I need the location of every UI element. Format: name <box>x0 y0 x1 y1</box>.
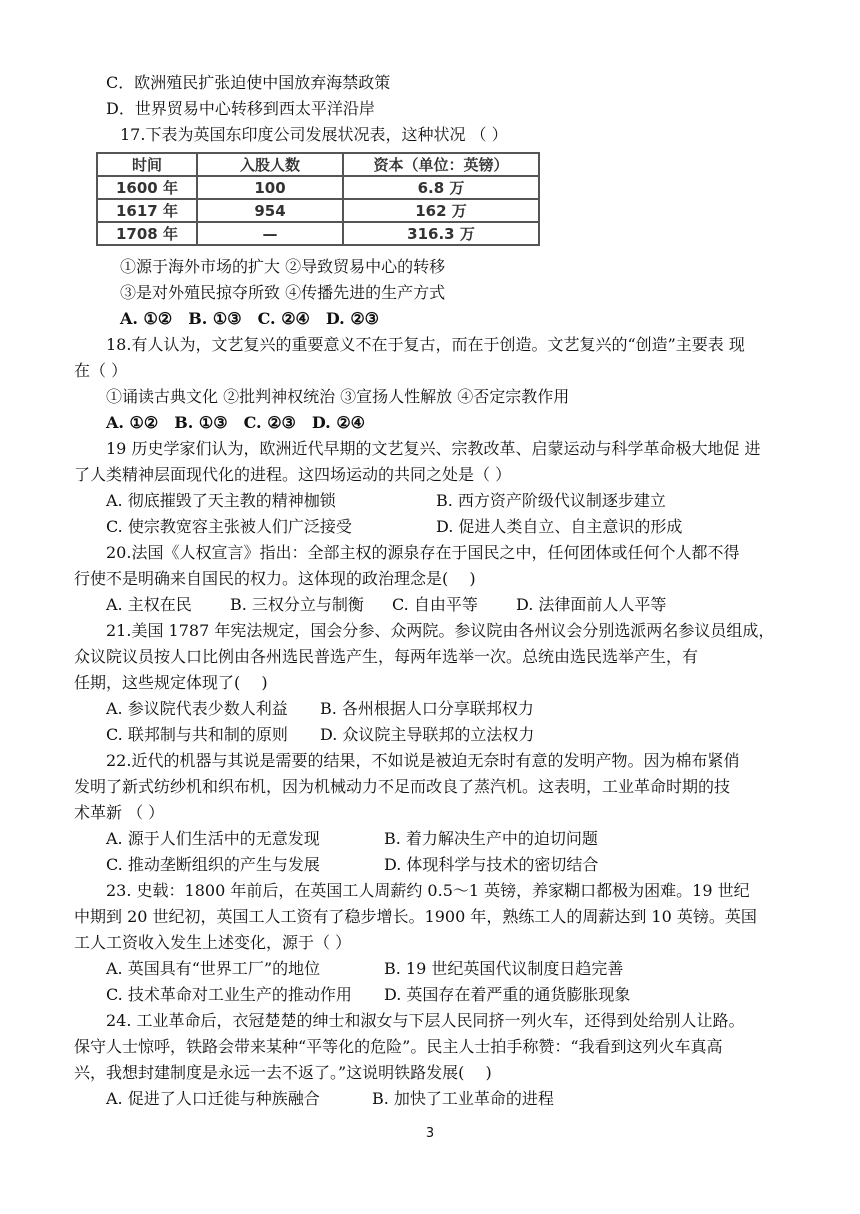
q21-option-c: C. 联邦制与共和制的原则 <box>106 725 288 744</box>
table-header-cell: 资本（单位：英镑） <box>343 153 539 176</box>
q22-option-c: C. 推动垄断组织的产生与发展 <box>106 855 320 874</box>
q22-option-b: B. 着力解决生产中的迫切问题 <box>384 829 598 848</box>
q22-stem-3: 术革新 （ ） <box>74 803 165 822</box>
table-header-row <box>97 153 539 176</box>
table-cell: 6.8 万 <box>343 176 539 199</box>
q23-stem-1: 23. 史载：1800 年前后，在英国工人周薪约 0.5～1 英镑，养家糊口都极为困难。19 世纪 <box>106 881 750 900</box>
table-header-cell: 时间 <box>97 153 197 176</box>
q23-option-c: C. 技术革命对工业生产的推动作用 <box>106 985 352 1004</box>
q22-option-d: D. 体现科学与技术的密切结合 <box>384 855 599 874</box>
q22-option-a: A. 源于人们生活中的无意发现 <box>106 829 320 848</box>
q18-stem-1: 18.有人认为，文艺复兴的重要意义不在于复古，而在于创造。文艺复兴的“创造”主要表 现 <box>106 335 745 354</box>
q19-stem-2: 了人类精神层面现代化的进程。这四场运动的共同之处是（ ） <box>74 465 512 484</box>
q21-stem-2: 众议院议员按人口比例由各州选民普选产生，每两年选举一次。总统由选民选举产生，有 <box>74 647 699 666</box>
q17-options: A. ①② B. ①③ C. ②④ D. ②③ <box>120 309 380 328</box>
q22-stem-2: 发明了新式纺纱机和织布机，因为机械动力不足而改良了蒸汽机。这表明，工业革命时期的技 <box>74 777 731 796</box>
q21-option-b: B. 各州根据人口分享联邦权力 <box>320 699 534 718</box>
q24-option-b: B. 加快了工业革命的进程 <box>372 1089 554 1108</box>
q17-table <box>96 152 540 246</box>
q21-stem-3: 任期，这些规定体现了( ) <box>74 673 268 692</box>
q24-stem-2: 保守人士惊呼，铁路会带来某种“平等化的危险”。民主人士拍手称赞：“我看到这列火车真高 <box>74 1037 723 1056</box>
q21-stem-1: 21.美国 1787 年宪法规定，国会分参、众两院。参议院由各州议会分别选派两名参议员组成， <box>106 621 775 640</box>
q16-option-d: D．世界贸易中心转移到西太平洋沿岸 <box>106 99 375 118</box>
q17-items-1: ①源于海外市场的扩大 ②导致贸易中心的转移 <box>120 257 446 276</box>
table-cell: 1600 年 <box>97 176 197 199</box>
table-cell: 316.3 万 <box>343 222 539 245</box>
q20-stem-2: 行使不是明确来自国民的权力。这体现的政治理念是( ) <box>74 569 476 588</box>
q18-stem-2: 在（ ） <box>74 361 128 380</box>
q20-option-a: A. 主权在民 <box>106 595 192 614</box>
q20-option-b: B. 三权分立与制衡 <box>230 595 364 614</box>
q23-option-b: B. 19 世纪英国代议制度日趋完善 <box>384 959 624 978</box>
q18-items: ①诵读古典文化 ②批判神权统治 ③宣扬人性解放 ④否定宗教作用 <box>106 387 570 406</box>
table-header-cell: 入股人数 <box>197 153 343 176</box>
q23-option-a: A. 英国具有“世界工厂”的地位 <box>106 959 321 978</box>
q24-stem-1: 24. 工业革命后，衣冠楚楚的绅士和淑女与下层人民同挤一列火车，还得到处给别人让路。 <box>106 1011 745 1030</box>
q24-stem-3: 兴，我想封建制度是永远一去不返了。”这说明铁路发展( ) <box>74 1063 492 1082</box>
q19-option-c: C. 使宗教宽容主张被人们广泛接受 <box>106 517 352 536</box>
q20-stem-1: 20.法国《人权宣言》指出：全部主权的源泉存在于国民之中，任何团体或任何个人都不得 <box>106 543 740 562</box>
table-cell: — <box>197 222 343 245</box>
table-row <box>97 222 539 245</box>
q23-stem-2: 中期到 20 世纪初，英国工人工资有了稳步增长。1900 年，熟练工人的周薪达到 10 英镑。英国 <box>74 907 757 926</box>
q19-stem-1: 19 历史学家们认为，欧洲近代早期的文艺复兴、宗教改革、启蒙运动与科学革命极大地促 进 <box>106 439 761 458</box>
q23-option-d: D. 英国存在着严重的通货膨胀现象 <box>384 985 631 1004</box>
q19-option-d: D. 促进人类自立、自主意识的形成 <box>436 517 683 536</box>
q22-stem-1: 22.近代的机器与其说是需要的结果，不如说是被迫无奈时有意的发明产物。因为棉布紧俏 <box>106 751 740 770</box>
q18-options: A. ①② B. ①③ C. ②③ D. ②④ <box>106 413 366 432</box>
q23-stem-3: 工人工资收入发生上述变化，源于（ ） <box>74 933 352 952</box>
table-cell: 100 <box>197 176 343 199</box>
q20-option-c: C. 自由平等 <box>392 595 478 614</box>
table-cell: 1617 年 <box>97 199 197 222</box>
table-row <box>97 176 539 199</box>
q20-option-d: D. 法律面前人人平等 <box>516 595 667 614</box>
q17-stem: 17.下表为英国东印度公司发展状况表，这种状况 （ ） <box>120 125 508 144</box>
q19-option-b: B. 西方资产阶级代议制逐步建立 <box>436 491 666 510</box>
q24-option-a: A. 促进了人口迁徙与种族融合 <box>106 1089 320 1108</box>
table-cell: 954 <box>197 199 343 222</box>
q21-option-a: A. 参议院代表少数人利益 <box>106 699 288 718</box>
q16-option-c: C．欧洲殖民扩张迫使中国放弃海禁政策 <box>106 73 391 92</box>
table-cell: 162 万 <box>343 199 539 222</box>
q21-option-d: D. 众议院主导联邦的立法权力 <box>320 725 535 744</box>
table-cell: 1708 年 <box>97 222 197 245</box>
q19-option-a: A. 彻底摧毁了天主教的精神枷锁 <box>106 491 336 510</box>
q17-items-2: ③是对外殖民掠夺所致 ④传播先进的生产方式 <box>120 283 446 302</box>
table-row <box>97 199 539 222</box>
page-number: 3 <box>425 1126 435 1141</box>
